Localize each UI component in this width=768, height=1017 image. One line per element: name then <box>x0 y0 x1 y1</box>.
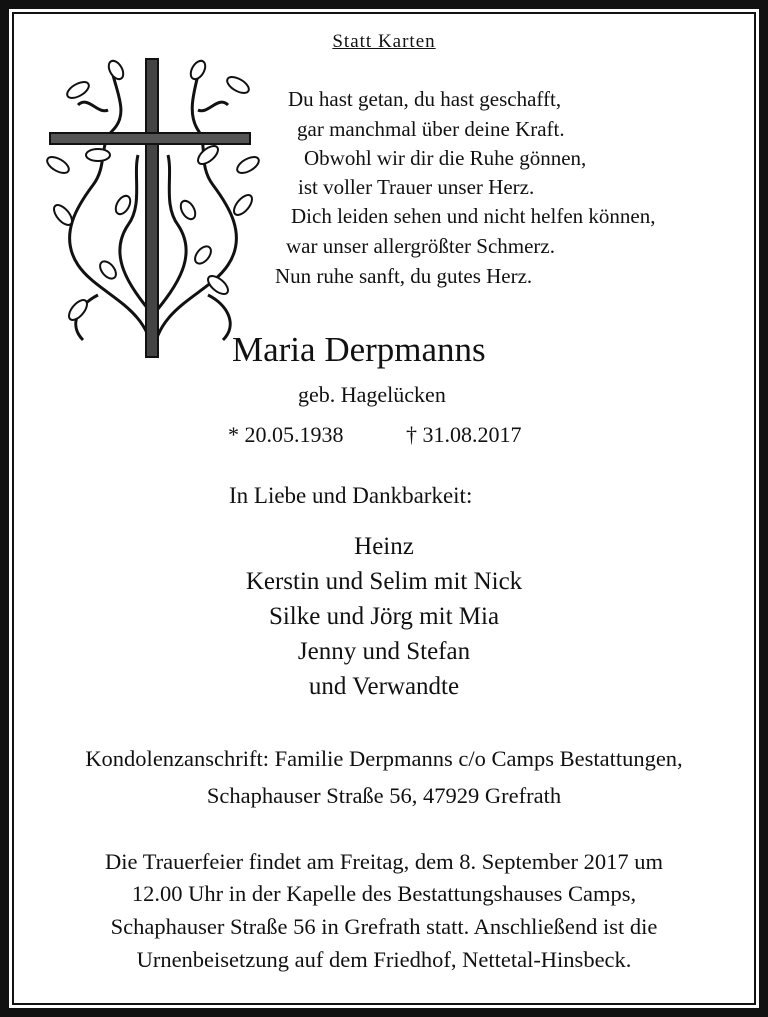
mourner: Kerstin und Selim mit Nick <box>245 568 523 595</box>
mourner: Silke und Jörg mit Mia <box>268 603 500 630</box>
mourner: Jenny und Stefan <box>297 638 471 665</box>
poem-line: gar manchmal über deine Kraft. <box>297 117 565 141</box>
poem-line: war unser allergrößter Schmerz. <box>286 234 556 258</box>
poem-line: ist voller Trauer unser Herz. <box>298 175 535 199</box>
poem-line: Du hast getan, du hast geschafft, <box>288 87 562 111</box>
funeral-line: Die Trauerfeier findet am Freitag, dem 8. September 2017 um <box>105 849 663 874</box>
poem-line: Obwohl wir dir die Ruhe gönnen, <box>304 146 587 170</box>
mourners-intro: In Liebe und Dankbarkeit: <box>229 483 473 508</box>
birth-date: * 20.05.1938 <box>228 422 344 447</box>
deceased-name: Maria Derpmanns <box>232 330 486 369</box>
heading: Statt Karten <box>332 31 436 52</box>
poem-line: Dich leiden sehen und nicht helfen können, <box>291 204 656 228</box>
cross-with-vines-icon <box>38 55 268 360</box>
maiden-name: geb. Hagelücken <box>298 382 446 407</box>
funeral-line: 12.00 Uhr in der Kapelle des Bestattungshauses Camps, <box>131 881 637 906</box>
mourner: Heinz <box>354 533 414 560</box>
death-date: † 31.08.2017 <box>406 422 522 447</box>
mourner: und Verwandte <box>308 673 460 700</box>
condolence-line: Kondolenzanschrift: Familie Derpmanns c/o Camps Bestattungen, <box>85 746 683 771</box>
poem-line: Nun ruhe sanft, du gutes Herz. <box>275 264 533 288</box>
funeral-line: Urnenbeisetzung auf dem Friedhof, Nettetal-Hinsbeck. <box>136 947 632 972</box>
condolence-line: Schaphauser Straße 56, 47929 Grefrath <box>206 783 562 808</box>
funeral-line: Schaphauser Straße 56 in Grefrath statt. Anschließend ist die <box>110 914 658 939</box>
